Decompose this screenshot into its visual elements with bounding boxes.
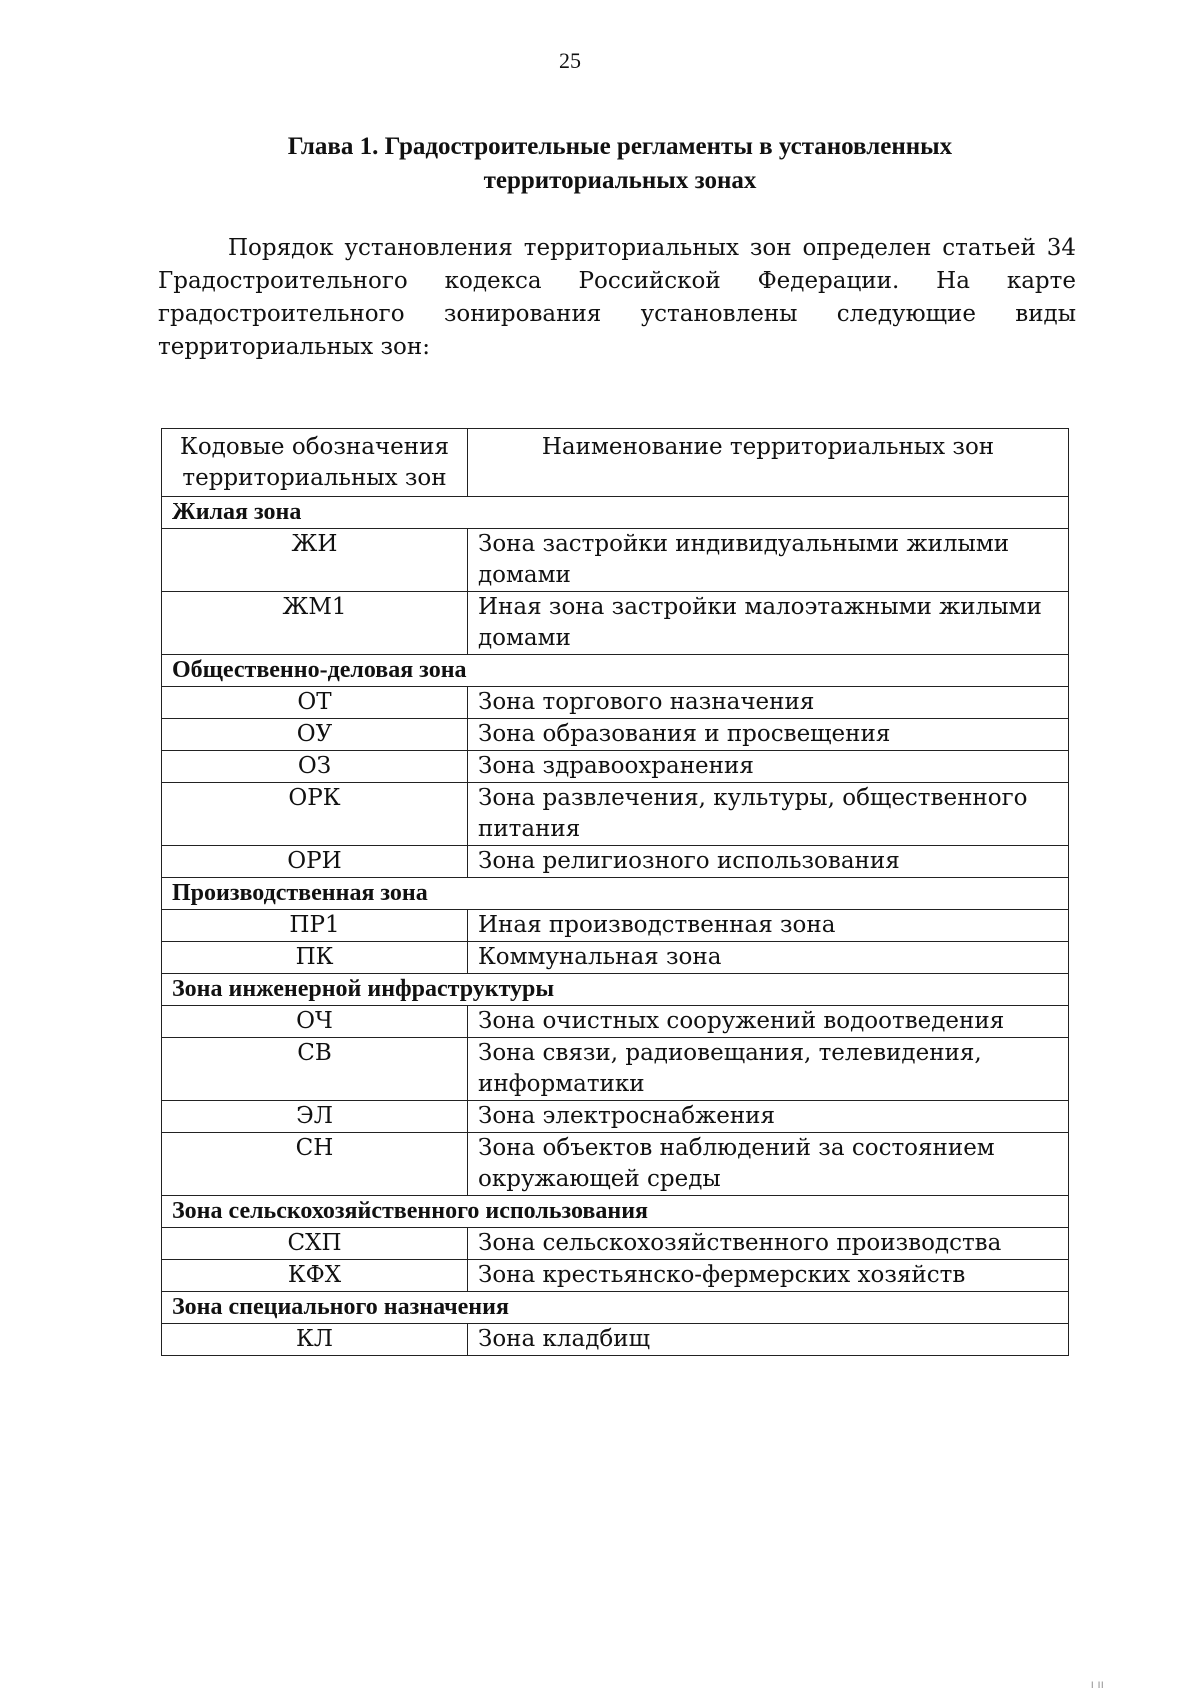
zone-code: СН (162, 1133, 468, 1196)
zone-code: КФХ (162, 1260, 468, 1292)
zone-code: ОЗ (162, 751, 468, 783)
group-row (162, 1196, 1069, 1228)
table-row (162, 1006, 1069, 1038)
group-row (162, 878, 1069, 910)
table-row (162, 846, 1069, 878)
zone-name: Зона связи, радиовещания, телевидения, информатики (468, 1038, 1069, 1101)
zone-name: Иная производственная зона (468, 910, 1069, 942)
table-row (162, 529, 1069, 592)
group-title: Зона специального назначения (162, 1292, 1069, 1324)
zone-code: ПР1 (162, 910, 468, 942)
corner-mark: ı ıı (1090, 1677, 1104, 1691)
table-row (162, 1260, 1069, 1292)
table-row (162, 592, 1069, 655)
table-row (162, 1228, 1069, 1260)
zone-name: Зона крестьянско-фермерских хозяйств (468, 1260, 1069, 1292)
zone-code: СХП (162, 1228, 468, 1260)
zone-name: Зона объектов наблюдений за состоянием окружающей среды (468, 1133, 1069, 1196)
zone-name: Зона религиозного использования (468, 846, 1069, 878)
zone-name: Зона застройки индивидуальными жилыми домами (468, 529, 1069, 592)
group-row (162, 655, 1069, 687)
table-row (162, 1038, 1069, 1101)
group-title: Зона инженерной инфраструктуры (162, 974, 1069, 1006)
header-name: Наименование территориальных зон (468, 429, 1069, 497)
table-row (162, 1324, 1069, 1356)
chapter-title-line-1: Глава 1. Градостроительные регламенты в установленных (287, 133, 953, 160)
table-row (162, 910, 1069, 942)
zone-name: Зона здравоохранения (468, 751, 1069, 783)
table-row (162, 719, 1069, 751)
group-title: Общественно-деловая зона (162, 655, 1069, 687)
zones-table (161, 428, 1069, 1356)
zone-code: ОРИ (162, 846, 468, 878)
group-row (162, 1292, 1069, 1324)
chapter-title-line-2: территориальных зонах (483, 167, 757, 194)
zone-code: ЭЛ (162, 1101, 468, 1133)
zone-code: ОРК (162, 783, 468, 846)
group-title: Производственная зона (162, 878, 1069, 910)
zone-name: Зона сельскохозяйственного производства (468, 1228, 1069, 1260)
table-row (162, 1101, 1069, 1133)
zones-table-body (162, 497, 1069, 1356)
page-number: 25 (559, 48, 581, 73)
zone-code: ОУ (162, 719, 468, 751)
zone-name: Зона торгового назначения (468, 687, 1069, 719)
group-row (162, 497, 1069, 529)
zone-name: Зона кладбищ (468, 1324, 1069, 1356)
table-row (162, 1133, 1069, 1196)
zone-code: ПК (162, 942, 468, 974)
group-title: Жилая зона (162, 497, 1069, 529)
zone-name: Зона очистных сооружений водоотведения (468, 1006, 1069, 1038)
zone-code: ЖМ1 (162, 592, 468, 655)
table-row (162, 751, 1069, 783)
zone-code: ОТ (162, 687, 468, 719)
group-row (162, 974, 1069, 1006)
zone-code: СВ (162, 1038, 468, 1101)
zone-name: Зона образования и просвещения (468, 719, 1069, 751)
chapter-title (170, 130, 1070, 198)
zone-code: ЖИ (162, 529, 468, 592)
zone-name: Зона развлечения, культуры, общественного питания (468, 783, 1069, 846)
table-row (162, 942, 1069, 974)
intro-paragraph: Порядок установления территориальных зон определен статьей 34 Градостроительного кодекса Российской Федерации. На карте градостроительного зонирования установлены следующие виды территориальных зон: (158, 235, 1076, 360)
group-title: Зона сельскохозяйственного использования (162, 1196, 1069, 1228)
zone-name: Иная зона застройки малоэтажными жилыми домами (468, 592, 1069, 655)
header-code: Кодовые обозначения территориальных зон (162, 429, 468, 497)
table-row (162, 783, 1069, 846)
zone-name: Зона электроснабжения (468, 1101, 1069, 1133)
table-header-row (162, 429, 1069, 497)
table-row (162, 687, 1069, 719)
zone-code: КЛ (162, 1324, 468, 1356)
zone-name: Коммунальная зона (468, 942, 1069, 974)
zone-code: ОЧ (162, 1006, 468, 1038)
